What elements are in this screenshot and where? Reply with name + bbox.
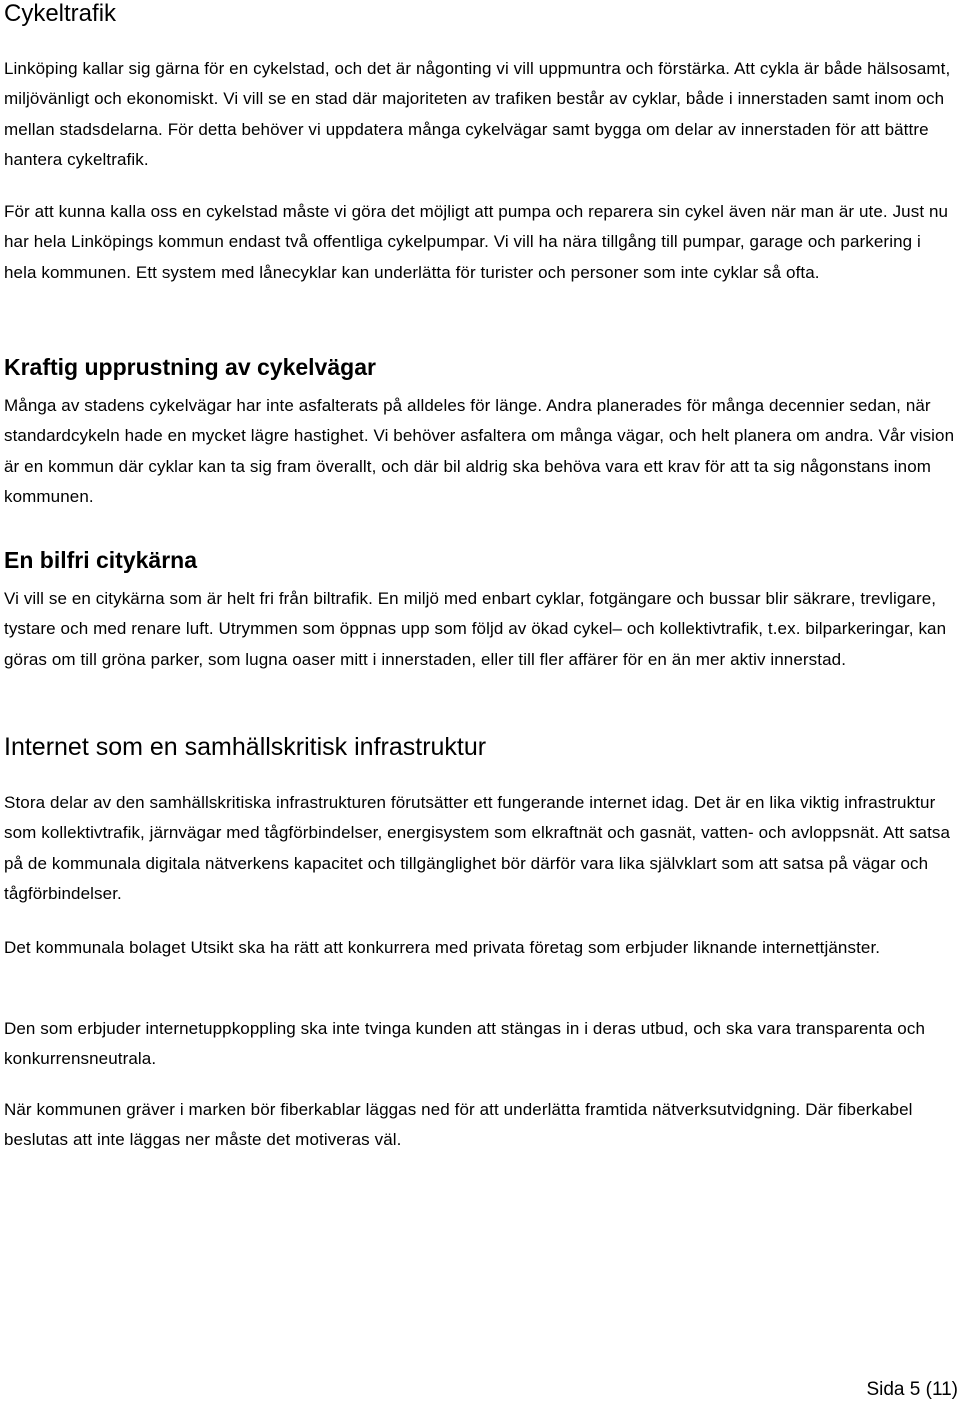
section-heading-upprustning: Kraftig upprustning av cykelvägar [4, 354, 376, 380]
section-heading-internet: Internet som en samhällskritisk infrastruktur [4, 733, 487, 761]
section-paragraph-internet-3: Den som erbjuder internetuppkoppling ska inte tvinga kunden att stängas in i deras utbud, och ska vara transparenta och konkurrensneutrala. [4, 1019, 926, 1069]
section-heading-bilfri: En bilfri citykärna [4, 547, 198, 573]
intro-paragraph-2: För att kunna kalla oss en cykelstad måste vi göra det möjligt att pumpa och reparera sin cykel även när man är ute. Just nu har hela Linköpings kommun endast två offentliga cykelpumpar. Vi vill ha nära tillgång till pumpar, garage och parkering i hela kommunen. Ett system med lånecyklar kan underlätta för turister och personer som inte cyklar så ofta. [4, 202, 949, 282]
section-paragraph-internet-2: Det kommunala bolaget Utsikt ska ha rätt att konkurrera med privata företag som erbjuder liknande internettjänster. [4, 938, 881, 957]
section-paragraph-internet-4: När kommunen gräver i marken bör fiberkablar läggas ned för att underlätta framtida nätverksutvidgning. Där fiberkabel beslutas att inte läggas ner måste det motiveras väl. [4, 1100, 913, 1150]
page-title: Cykeltrafik [4, 0, 117, 27]
intro-paragraph-1: Linköping kallar sig gärna för en cykelstad, och det är någonting vi vill uppmuntra och förstärka. Att cykla är både hälsosamt, miljövänligt och ekonomiskt. Vi vill se en stad där majoriteten av trafiken består av cyklar, både i innerstaden samt inom och mellan stadsdelarna. För detta behöver vi uppdatera många cykelvägar samt bygga om delar av innerstaden för att bättre hantera cykeltrafik. [4, 59, 951, 169]
section-paragraph-upprustning: Många av stadens cykelvägar har inte asfalterats på alldeles för länge. Andra planerades för många decennier sedan, när standardcykeln hade en mycket lägre hastighet. Vi behöver asfaltera om många vägar, och helt planera om andra. Vår vision är en kommun där cyklar kan ta sig fram överallt, och där bil aldrig ska behöva vara ett krav för att ta sig någonstans inom kommunen. [4, 396, 955, 506]
section-paragraph-internet-1: Stora delar av den samhällskritiska infrastrukturen förutsätter ett fungerande internet idag. Det är en lika viktig infrastruktur som kollektivtrafik, järnvägar med tågförbindelser, energisystem som elkraftnät och gasnät, vatten- och avloppsnät. Att satsa på de kommunala digitala nätverkens kapacitet och tillgänglighet bör därför vara lika självklart som att satsa på vägar och tågförbindelser. [4, 793, 951, 903]
page-number: Sida 5 (11) [866, 1379, 958, 1400]
section-paragraph-bilfri: Vi vill se en citykärna som är helt fri från biltrafik. En miljö med enbart cyklar, fotgängare och bussar blir säkrare, trevligare, tystare och med renare luft. Utrymmen som öppnas upp som följd av ökad cykel– och kollektivtrafik, t.ex. bilparkeringar, kan göras om till gröna parker, som lugna oaser mitt i innerstaden, eller till fler affärer för en än mer aktiv innerstad. [4, 589, 947, 669]
